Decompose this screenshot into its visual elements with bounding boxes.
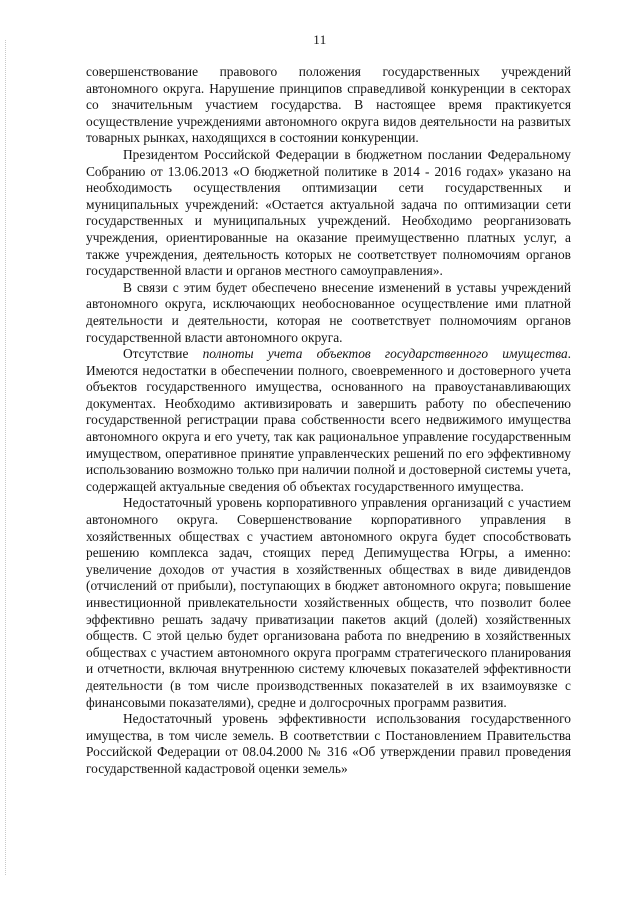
paragraph-text: Отсутствие — [123, 346, 203, 362]
page-number: 11 — [313, 32, 327, 47]
paragraph — [86, 64, 571, 147]
paragraph — [86, 280, 571, 346]
italic-text: полноты учета объектов государственного имущества — [202, 346, 568, 362]
paragraph-text: В связи с этим будет обеспечено внесение изменений в уставы учреждений автономного округа, исключающих необоснованное осуществление ими платной деятельности и деятельности, которая не соответствует полномочиям органов государственной власти автономного округа. — [86, 279, 571, 345]
scan-edge-line — [5, 40, 7, 875]
paragraph-text: Президентом Российской Федерации в бюджетном послании Федеральному Собранию от 13.06.2013 «О бюджетной политике в 2014 - 2016 годах» указано на необходимость осуществления оптимизации сети государственных и муниципальных учреждений: «Остается актуальной задача по оптимизации сети государственных и муниципальных учреждений. Необходимо реорганизовать учреждения, ориентированные на оказание преимущественно платных услуг, а также учреждения, деятельность которых не соответствует полномочиям органов государственной власти и органов местного самоуправления». — [86, 146, 571, 279]
paragraph-text: . Имеются недостатки в обеспечении полного, своевременного и достоверного учета объектов государственного имущества, основанного на правоустанавливающих документах. Необходимо активизировать и завершить работу по обеспечению государственной регистрации права собственности всего недвижимого имущества автономного округа и его учету, так как рациональное управление государственным имуществом, оперативное принятие управленческих решений по его эффективному использованию возможно только при наличии полной и достоверной системы учета, содержащей актуальные сведения об объектах государственного имущества. — [86, 346, 571, 494]
document-body — [86, 64, 571, 778]
paragraph-text: совершенствование правового положения государственных учреждений автономного округа. Нарушение принципов справедливой конкуренции в секторах со значительным участием государства. В настоящее время практикуется осуществление учреждениями автономного округа видов деятельности на развитых товарных рынках, находящихся в состоянии конкуренции. — [86, 64, 571, 146]
paragraph — [86, 147, 571, 280]
paragraph — [86, 346, 571, 495]
paragraph-text: Недостаточный уровень эффективности использования государственного имущества, в том числе земель. В соответствии с Постановлением Правительства Российской Федерации от 08.04.2000 № 316 «Об утверждении правил проведения государственной кадастровой оценки земель» — [86, 711, 571, 776]
paragraph — [86, 495, 571, 711]
paragraph — [86, 711, 571, 777]
paragraph-text: Недостаточный уровень корпоративного управления организаций с участием автономного округа. Совершенствование корпоративного управления в хозяйственных обществах с участием автономного округа будет способствовать решению комплекса задач, стоящих перед Депимущества Югры, а именно: увеличение доходов от участия в хозяйственных обществах в виде дивидендов (отчислений от прибыли), поступающих в бюджет автономного округа; повышение инвестиционной привлекательности хозяйственных обществ, что позволит более эффективно решать задачу приватизации пакетов акций (долей) хозяйственных обществ. С этой целью будет организована работа по внедрению в хозяйственных обществах с участием автономного округа программ стратегического планирования и отчетности, включая внутреннюю систему ключевых показателей эффективности деятельности (в том числе производственных показателей в их взаимоувязке с финансовыми показателями), средне и долгосрочных программ развития. — [86, 495, 571, 710]
